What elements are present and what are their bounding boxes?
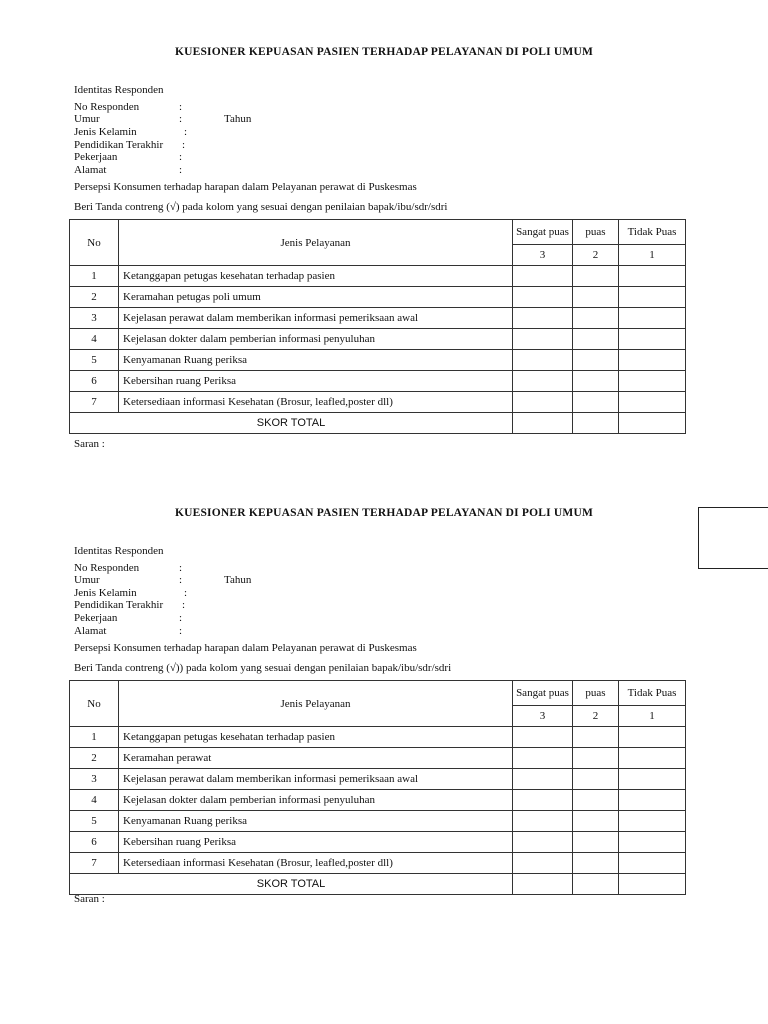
row-service: Ketanggapan petugas kesehatan terhadap pasien — [119, 266, 513, 287]
row-number: 3 — [70, 308, 119, 329]
form2-field-jenis-kelamin-colon: : — [184, 587, 188, 599]
form1-field-pekerjaan-colon: : — [179, 151, 183, 163]
total-cell-puas[interactable] — [573, 413, 619, 434]
form1-field-alamat-colon: : — [179, 164, 183, 176]
table-row — [70, 748, 686, 769]
check-cell-sangat-puas[interactable] — [513, 811, 573, 832]
form1-field-alamat-label: Alamat — [74, 164, 107, 176]
check-cell-tidak-puas[interactable] — [619, 266, 686, 287]
row-service: Keramahan perawat — [119, 748, 513, 769]
row-number: 7 — [70, 392, 119, 413]
check-cell-puas[interactable] — [573, 790, 619, 811]
form2-header-no: No — [70, 681, 119, 727]
form2-field-umur-label: Umur — [74, 574, 100, 586]
row-number: 5 — [70, 350, 119, 371]
row-number: 4 — [70, 790, 119, 811]
check-cell-puas[interactable] — [573, 853, 619, 874]
check-cell-sangat-puas[interactable] — [513, 727, 573, 748]
form2-field-alamat-colon: : — [179, 625, 183, 637]
check-cell-puas[interactable] — [573, 266, 619, 287]
check-cell-sangat-puas[interactable] — [513, 790, 573, 811]
check-cell-puas[interactable] — [573, 727, 619, 748]
check-cell-sangat-puas[interactable] — [513, 832, 573, 853]
table-row — [70, 727, 686, 748]
table-row — [70, 832, 686, 853]
check-cell-tidak-puas[interactable] — [619, 832, 686, 853]
row-service: Kejelasan dokter dalam pemberian informasi penyuluhan — [119, 790, 513, 811]
check-cell-puas[interactable] — [573, 371, 619, 392]
form2-field-no-responden-colon: : — [179, 562, 183, 574]
total-cell-sangat-puas[interactable] — [513, 874, 573, 895]
form1-field-umur-label: Umur — [74, 113, 100, 125]
check-cell-tidak-puas[interactable] — [619, 748, 686, 769]
check-cell-sangat-puas[interactable] — [513, 769, 573, 790]
form1-field-no-responden-label: No Responden — [74, 101, 140, 113]
form1-total-label: SKOR TOTAL — [70, 413, 513, 434]
form2-field-no-responden-label: No Responden — [74, 562, 140, 574]
table-row — [70, 853, 686, 874]
form1-header-puas: puas — [573, 220, 619, 245]
form2-field-umur-unit: Tahun — [224, 574, 252, 586]
total-cell-sangat-puas[interactable] — [513, 413, 573, 434]
row-service: Ketanggapan petugas kesehatan terhadap pasien — [119, 727, 513, 748]
row-service: Kejelasan perawat dalam memberikan informasi pemeriksaan awal — [119, 769, 513, 790]
form2-instruction-text: Beri Tanda contreng (√)) pada kolom yang sesuai dengan penilaian bapak/ibu/sdr/sdri — [74, 662, 452, 674]
form2-field-pendidikan-label: Pendidikan Terakhir — [74, 599, 164, 611]
form1-identity-heading: Identitas Responden — [74, 84, 164, 96]
form2-header-tidak-puas: Tidak Puas — [619, 681, 686, 706]
table-row — [70, 392, 686, 413]
row-service: Kenyamanan Ruang periksa — [119, 811, 513, 832]
form1-header-no: No — [70, 220, 119, 266]
check-cell-tidak-puas[interactable] — [619, 727, 686, 748]
total-cell-tidak-puas[interactable] — [619, 413, 686, 434]
form2-header-puas: puas — [573, 681, 619, 706]
form2-questionnaire-table — [69, 680, 686, 895]
form1-field-pendidikan-label: Pendidikan Terakhir — [74, 139, 164, 151]
check-cell-puas[interactable] — [573, 329, 619, 350]
check-cell-sangat-puas[interactable] — [513, 266, 573, 287]
form1-field-jenis-kelamin-colon: : — [184, 126, 188, 138]
form2-identity-heading: Identitas Responden — [74, 545, 164, 557]
row-service: Kejelasan dokter dalam pemberian informasi penyuluhan — [119, 329, 513, 350]
check-cell-sangat-puas[interactable] — [513, 287, 573, 308]
row-service: Ketersediaan informasi Kesehatan (Brosur, leafled,poster dll) — [119, 392, 513, 413]
check-cell-tidak-puas[interactable] — [619, 371, 686, 392]
table-row — [70, 811, 686, 832]
row-number: 1 — [70, 266, 119, 287]
form2-saran: Saran : — [74, 893, 105, 905]
check-cell-puas[interactable] — [573, 748, 619, 769]
form2-score-1: 1 — [619, 706, 686, 727]
form1-instruction-text: Beri Tanda contreng (√) pada kolom yang sesuai dengan penilaian bapak/ibu/sdr/sdri — [74, 201, 448, 213]
check-cell-tidak-puas[interactable] — [619, 392, 686, 413]
table-row — [70, 266, 686, 287]
row-number: 2 — [70, 287, 119, 308]
form1-title: KUESIONER KEPUASAN PASIEN TERHADAP PELAYANAN DI POLI UMUM — [174, 46, 594, 58]
form2-field-jenis-kelamin-label: Jenis Kelamin — [74, 587, 137, 599]
form2-field-pendidikan-colon: : — [182, 599, 186, 611]
form2-field-umur-colon: : — [179, 574, 183, 586]
form1-perception-text: Persepsi Konsumen terhadap harapan dalam Pelayanan perawat di Puskesmas — [74, 181, 417, 193]
form2-header-service: Jenis Pelayanan — [119, 681, 513, 727]
check-cell-puas[interactable] — [573, 392, 619, 413]
check-cell-tidak-puas[interactable] — [619, 350, 686, 371]
row-service: Kebersihan ruang Periksa — [119, 371, 513, 392]
form1-score-2: 2 — [573, 245, 619, 266]
row-number: 4 — [70, 329, 119, 350]
row-number: 6 — [70, 371, 119, 392]
check-cell-puas[interactable] — [573, 769, 619, 790]
form1-score-3: 3 — [513, 245, 573, 266]
check-cell-tidak-puas[interactable] — [619, 790, 686, 811]
form1-field-no-responden-colon: : — [179, 101, 183, 113]
check-cell-tidak-puas[interactable] — [619, 853, 686, 874]
total-cell-puas[interactable] — [573, 874, 619, 895]
row-service: Keramahan petugas poli umum — [119, 287, 513, 308]
table-row — [70, 769, 686, 790]
row-service: Kebersihan ruang Periksa — [119, 832, 513, 853]
check-cell-puas[interactable] — [573, 308, 619, 329]
form1-field-pendidikan-colon: : — [182, 139, 186, 151]
check-cell-tidak-puas[interactable] — [619, 769, 686, 790]
table-row — [70, 308, 686, 329]
check-cell-tidak-puas[interactable] — [619, 811, 686, 832]
check-cell-puas[interactable] — [573, 811, 619, 832]
form2-field-pekerjaan-label: Pekerjaan — [74, 612, 118, 624]
row-number: 6 — [70, 832, 119, 853]
row-number: 7 — [70, 853, 119, 874]
row-number: 2 — [70, 748, 119, 769]
row-number: 3 — [70, 769, 119, 790]
form1-saran: Saran : — [74, 438, 105, 450]
form1-field-pekerjaan-label: Pekerjaan — [74, 151, 118, 163]
form2-field-pekerjaan-colon: : — [179, 612, 183, 624]
table-row — [70, 287, 686, 308]
form1-field-jenis-kelamin-label: Jenis Kelamin — [74, 126, 137, 138]
form2-field-alamat-label: Alamat — [74, 625, 107, 637]
check-cell-tidak-puas[interactable] — [619, 308, 686, 329]
check-cell-puas[interactable] — [573, 287, 619, 308]
check-cell-tidak-puas[interactable] — [619, 287, 686, 308]
form2-title: KUESIONER KEPUASAN PASIEN TERHADAP PELAYANAN DI POLI UMUM — [174, 507, 594, 519]
form1-score-1: 1 — [619, 245, 686, 266]
table-row — [70, 350, 686, 371]
form1-header-service: Jenis Pelayanan — [119, 220, 513, 266]
form1-questionnaire-table — [69, 219, 686, 434]
row-number: 5 — [70, 811, 119, 832]
check-cell-puas[interactable] — [573, 350, 619, 371]
check-cell-sangat-puas[interactable] — [513, 329, 573, 350]
total-cell-tidak-puas[interactable] — [619, 874, 686, 895]
check-cell-sangat-puas[interactable] — [513, 853, 573, 874]
row-service: Ketersediaan informasi Kesehatan (Brosur, leafled,poster dll) — [119, 853, 513, 874]
table-row — [70, 371, 686, 392]
check-cell-sangat-puas[interactable] — [513, 350, 573, 371]
table-row — [70, 329, 686, 350]
row-number: 1 — [70, 727, 119, 748]
form1-header-sangat-puas: Sangat puas — [513, 220, 573, 245]
row-service: Kenyamanan Ruang periksa — [119, 350, 513, 371]
form1-field-umur-colon: : — [179, 113, 183, 125]
form1-field-umur-unit: Tahun — [224, 113, 252, 125]
check-cell-sangat-puas[interactable] — [513, 748, 573, 769]
check-cell-sangat-puas[interactable] — [513, 371, 573, 392]
form2-score-2: 2 — [573, 706, 619, 727]
table-row — [70, 790, 686, 811]
check-cell-tidak-puas[interactable] — [619, 329, 686, 350]
check-cell-puas[interactable] — [573, 832, 619, 853]
check-cell-sangat-puas[interactable] — [513, 392, 573, 413]
form2-perception-text: Persepsi Konsumen terhadap harapan dalam Pelayanan perawat di Puskesmas — [74, 642, 417, 654]
form1-header-tidak-puas: Tidak Puas — [619, 220, 686, 245]
row-service: Kejelasan perawat dalam memberikan informasi pemeriksaan awal — [119, 308, 513, 329]
form2-header-sangat-puas: Sangat puas — [513, 681, 573, 706]
form2-score-3: 3 — [513, 706, 573, 727]
check-cell-sangat-puas[interactable] — [513, 308, 573, 329]
form2-total-label: SKOR TOTAL — [70, 874, 513, 895]
